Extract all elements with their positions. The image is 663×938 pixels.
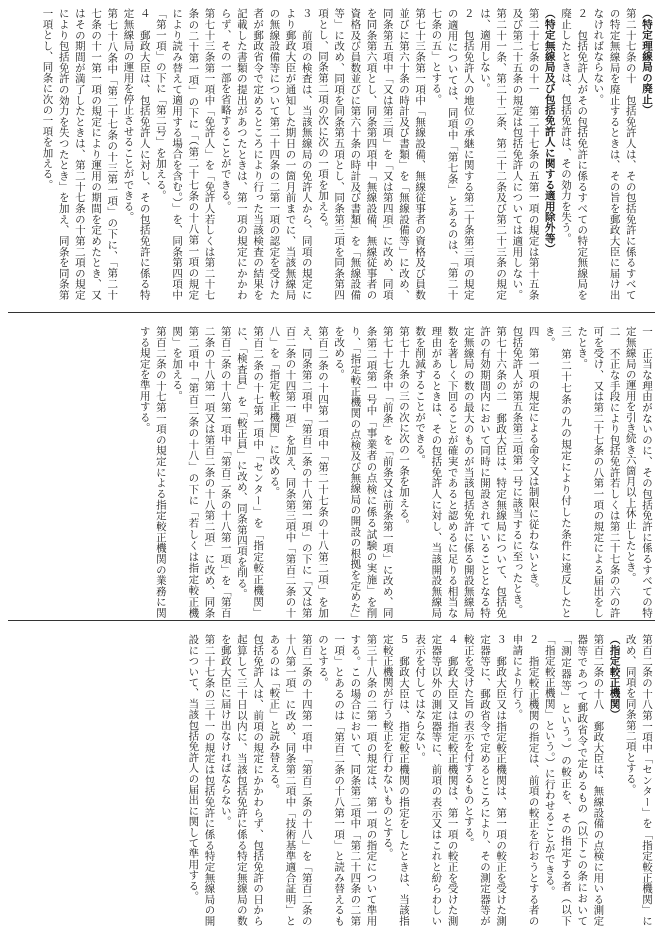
statute-paragraph: 第百二条の十七第一項の規定による指定較正機関の業務に関する規定を準用する。	[138, 326, 167, 618]
statute-paragraph: 包括免許人が第五条第三項第一号に該当するに至ったとき。	[511, 326, 524, 615]
statute-paragraph: 二 不正な手段により包括免許若しくは第二十七条の六の許可を受け、又は第二十七条の八第一項の規定による届出をしたとき。	[576, 326, 621, 618]
statute-paragraph: ２ 指定較正機関の指定は、前項の較正を行おうとする者の申請により行う。	[511, 634, 540, 926]
statute-paragraph: ３ 前項の検査は、当該無線局の免許人から、同項の規定により郵政大臣が通知した期日の一箇月前までに、当該無線局の無線設備等について第二十四条の二第一項の認定を受けた者が郵政省令で定めるところにより行った当該検査の結果を記載した書類の提出があつたときは、第一項の規定にかかわらず、その一部を省略することができる。	[219, 8, 313, 300]
statute-paragraph: 包括免許人は、前項の規定にかかわらず、包括免許の日から起算して三十日以内に、当該包括免許に係る特定無線局の数を郵政大臣に届け出なければならない。	[219, 634, 265, 926]
statute-paragraph: 第三十八条の二第一項の規定は、第一項の指定について準用する。この場合において、同条第二項中「第二十四条の二第一項」とあるのは「第百二条の十八第一項」と読み替えるものとする。	[316, 634, 378, 926]
statute-paragraph: 第百二条の十八第一項中「センター」を「指定較正機関」に改め、同項を同条第二項とする。	[624, 634, 653, 926]
statute-paragraph: 第七十八条中「第二十七条の十三第一項」の下に、「第二十七条の十一第一項の規定により運用の期間を定めたとき、又はその期間が満了したときは、第二十七条の十第二項の規定により包括免許の効力を失つたとき」を加え、同条を同条第一項とし、同条に次の一項を加える。	[41, 8, 119, 300]
statute-paragraph: 第二十七条の三十一の規定は包括免許に係る特定無線局の開設について、当該包括免許人の届出に関して準用する。	[187, 634, 216, 926]
statute-paragraph: ２ 包括免許人の地位の承継に関する第二十条第三項の規定の適用については、同項中「第七条」とあるのは、「第二十七条の五」とする。	[430, 8, 475, 300]
statute-paragraph: ２ 包括免許人がその包括免許に係るすべての特定無線局を廃止したときは、包括免許は、その効力を失う。	[559, 8, 589, 300]
lower-tier-text	[8, 634, 655, 926]
statute-paragraph: 第七十九条の三の次に次の一条を加える。	[397, 326, 410, 530]
section-heading: （指定較正機関）	[608, 634, 621, 720]
lower-tier	[8, 634, 655, 926]
section-heading: （特定無線局及び包括免許人に関する適用除外等）	[543, 8, 556, 255]
statute-paragraph: 第七十三条第一項中「無線設備、無線従事者の資格及び員数並びに第六十条の時計及び書類」を「無線設備等」に改め、同条第五項中「又は第三項」を「又は第四項」に改め、同項を同条第六項とし、同条第四項中「無線設備、無線従事者の資格及び員数並びに第六十条の時計及び書類」を「無線設備等」に改め、同項を同条第五項とし、同条第三項を同条第四項とし、同条第二項の次に次の一項を加える。	[316, 8, 427, 300]
statute-paragraph: 第百二条の十四第一項中「第二十七条の十八第二項」を加え、同条第二項中「第百二条の十八第一項」の下に「又は第百二条の十四第一項」を加え、同条第三項中「第百二条の十八」を「指定較正機関」に改める。	[268, 326, 329, 618]
statute-paragraph: 第二十七条の十一 第二十七条の五第一項の規定は第十五条及び第二十五条の規定は包括免許人については適用しない。第二十一条、第二十二条、第二十二条及び第二十三条の規定は、適用しない。	[478, 8, 540, 300]
statute-paragraph: ５ 郵政大臣は、指定較正機関の指定をしたときは、当該指定較正機関が行う較正を行わないものとする。	[381, 634, 410, 926]
upper-tier-text	[8, 8, 655, 300]
middle-tier	[8, 326, 655, 618]
middle-tier-text	[8, 326, 655, 618]
tier-divider-lower	[8, 620, 655, 621]
statute-paragraph: ３ 郵政大臣又は指定較正機関は、第一項の較正を受けた測定器等に、郵政省令で定めるところにより、その測定器等が較正を受けた旨の表示を付するものとする。	[462, 634, 508, 926]
statute-paragraph: 第百二条の十七第一項中「センター」を「指定較正機関」に、「検査員」を「較正員」に改め、同条第四項を削る。	[235, 326, 265, 618]
statute-paragraph: 第二十七条の十 包括免許人は、その包括免許に係るすべての特定無線局を廃止するときは、その旨を郵政大臣に届け出なければならない。	[592, 8, 637, 300]
upper-tier	[8, 8, 655, 300]
statute-paragraph: 一 正当な理由がないのに、その包括免許に係るすべての特定無線局の運用を引き続き六箇月以上休止したとき。	[624, 326, 653, 618]
statute-paragraph: ４ 郵政大臣は、包括免許人に対し、その包括免許に係る特定無線局の運用を停止させることができる。	[122, 8, 151, 300]
statute-paragraph: 第七十六条の二 郵政大臣は、特定無線局について、包括免許の有効期間内において同時に開設されていることとなる特定無線局の数の最大のものが当該包括免許に係る開設無線局数を著しく下回ることが確実であると認めるに足りる相当な理由があるときは、その包括免許人に対し、当該開設無線局数を削減することができる。	[414, 326, 508, 618]
statute-page	[8, 8, 655, 930]
statute-paragraph: 四 第一項の規定による命令又は制限に従わないとき。	[527, 326, 540, 594]
statute-paragraph: 第百二条の十八第一項中「第百二条の十八第一項」を「第百二条の十八第一項又は第百二条の十八第二項」に改め、同条第二項中「第百二条の十八」の下に「若しくは指定較正機関」を加える。	[171, 326, 232, 618]
section-heading: （特定理線局の廃止）	[641, 8, 653, 115]
tier-divider-upper	[8, 312, 655, 313]
statute-paragraph: ４ 郵政大臣又は指定較正機関は、第一項の較正を受けた測定器等以外の測定器等に、前項の表示又はこれと紛らわしい表示を付してはならない。	[414, 634, 459, 926]
statute-paragraph: 第七十三条第一項中「免許人」を「免許人若しくは第二十七条の二十第一項」の下に「（第二十七条の十八第一項の規定により読み替えて適用する場合を含む。）」を、同条第四項中「第一項」の下に「第二号」を加える。	[154, 8, 216, 300]
statute-paragraph: 第百二条の十四第一項中「第百二条の十八」を「第百二条の十八第一項」に改め、同条第二項中「技術基準適合証明」とあるのは「較正」と読み替える。	[268, 634, 313, 926]
statute-paragraph: 第百二条の十八 郵政大臣は、無線設備の点検に用いる測定器等であつて郵政省令で定めるもの（以下この条において「測定器等」という。）の較正を、その指定する者（以下「指定較正機関」という。）に行わせることができる。	[543, 634, 605, 926]
statute-paragraph: 第七十七条中「前条」を「前条又は前条第一項」に改め、同条第二項第一号中「事業者の点検に係る試験の実施」を削り、「指定較正機関の点検及び無線局の開設の根拠を定めた」を改める。	[333, 326, 394, 618]
statute-paragraph: 三 第二十七条の九の規定により付した条件に違反したとき。	[543, 326, 572, 618]
